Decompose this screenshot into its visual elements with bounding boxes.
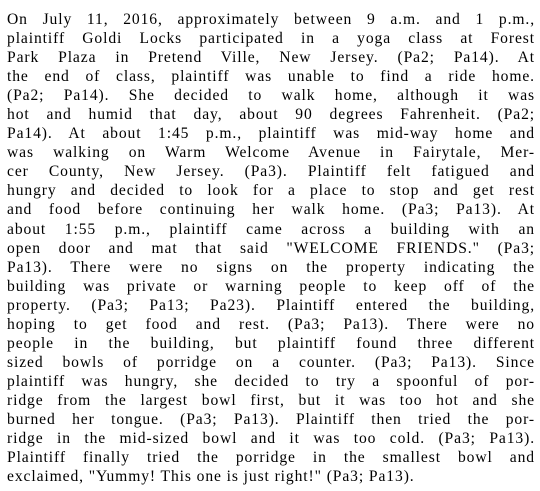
- text-line-16: property. (Pa3; Pa13; Pa23). Plaintiff entered the building,: [7, 296, 535, 314]
- text-line-9: cer County, New Jersey. (Pa3). Plaintiff felt fatigued and: [7, 163, 535, 181]
- text-line-17: hoping to get food and rest. (Pa3; Pa13). There were no: [7, 315, 535, 333]
- text-line-15: building was private or warning people to keep off of the: [7, 277, 535, 295]
- text-line-4: the end of class, plaintiff was unable to find a ride home.: [7, 68, 535, 86]
- text-line-22: burned her tongue. (Pa3; Pa13). Plaintiff then tried the por-: [7, 410, 535, 428]
- text-line-5: (Pa2; Pa14). She decided to walk home, although it was: [7, 87, 535, 105]
- text-line-20: plaintiff was hungry, she decided to try a spoonful of por-: [7, 372, 535, 390]
- text-line-8: was walking on Warm Welcome Avenue in Fairytale, Mer-: [7, 144, 535, 162]
- text-line-25: exclaimed, "Yummy! This one is just right!" (Pa3; Pa13).: [7, 468, 415, 486]
- document-body: [7, 10, 535, 486]
- text-line-23: ridge in the mid-sized bowl and it was too cold. (Pa3; Pa13).: [7, 430, 535, 448]
- text-line-6: hot and humid that day, about 90 degrees Fahrenheit. (Pa2;: [7, 106, 535, 124]
- text-line-13: open door and mat that said "WELCOME FRIENDS." (Pa3;: [7, 239, 535, 257]
- text-line-11: and food before continuing her walk home. (Pa3; Pa13). At: [7, 201, 535, 219]
- text-line-2: plaintiff Goldi Locks participated in a yoga class at Forest: [7, 30, 535, 48]
- text-line-14: Pa13). There were no signs on the property indicating the: [7, 258, 535, 276]
- text-line-24: Plaintiff finally tried the porridge in the smallest bowl and: [7, 449, 535, 467]
- text-line-12: about 1:55 p.m., plaintiff came across a building with an: [7, 220, 535, 238]
- text-line-10: hungry and decided to look for a place to stop and get rest: [7, 182, 535, 200]
- text-line-7: Pa14). At about 1:45 p.m., plaintiff was mid-way home and: [7, 125, 535, 143]
- text-line-21: ridge from the largest bowl first, but it was too hot and she: [7, 391, 535, 409]
- text-line-3: Park Plaza in Pretend Ville, New Jersey. (Pa2; Pa14). At: [7, 49, 535, 67]
- text-line-18: people in the building, but plaintiff found three different: [7, 334, 535, 352]
- text-line-19: sized bowls of porridge on a counter. (Pa3; Pa13). Since: [7, 353, 535, 371]
- text-line-1: On July 11, 2016, approximately between 9 a.m. and 1 p.m.,: [7, 11, 535, 28]
